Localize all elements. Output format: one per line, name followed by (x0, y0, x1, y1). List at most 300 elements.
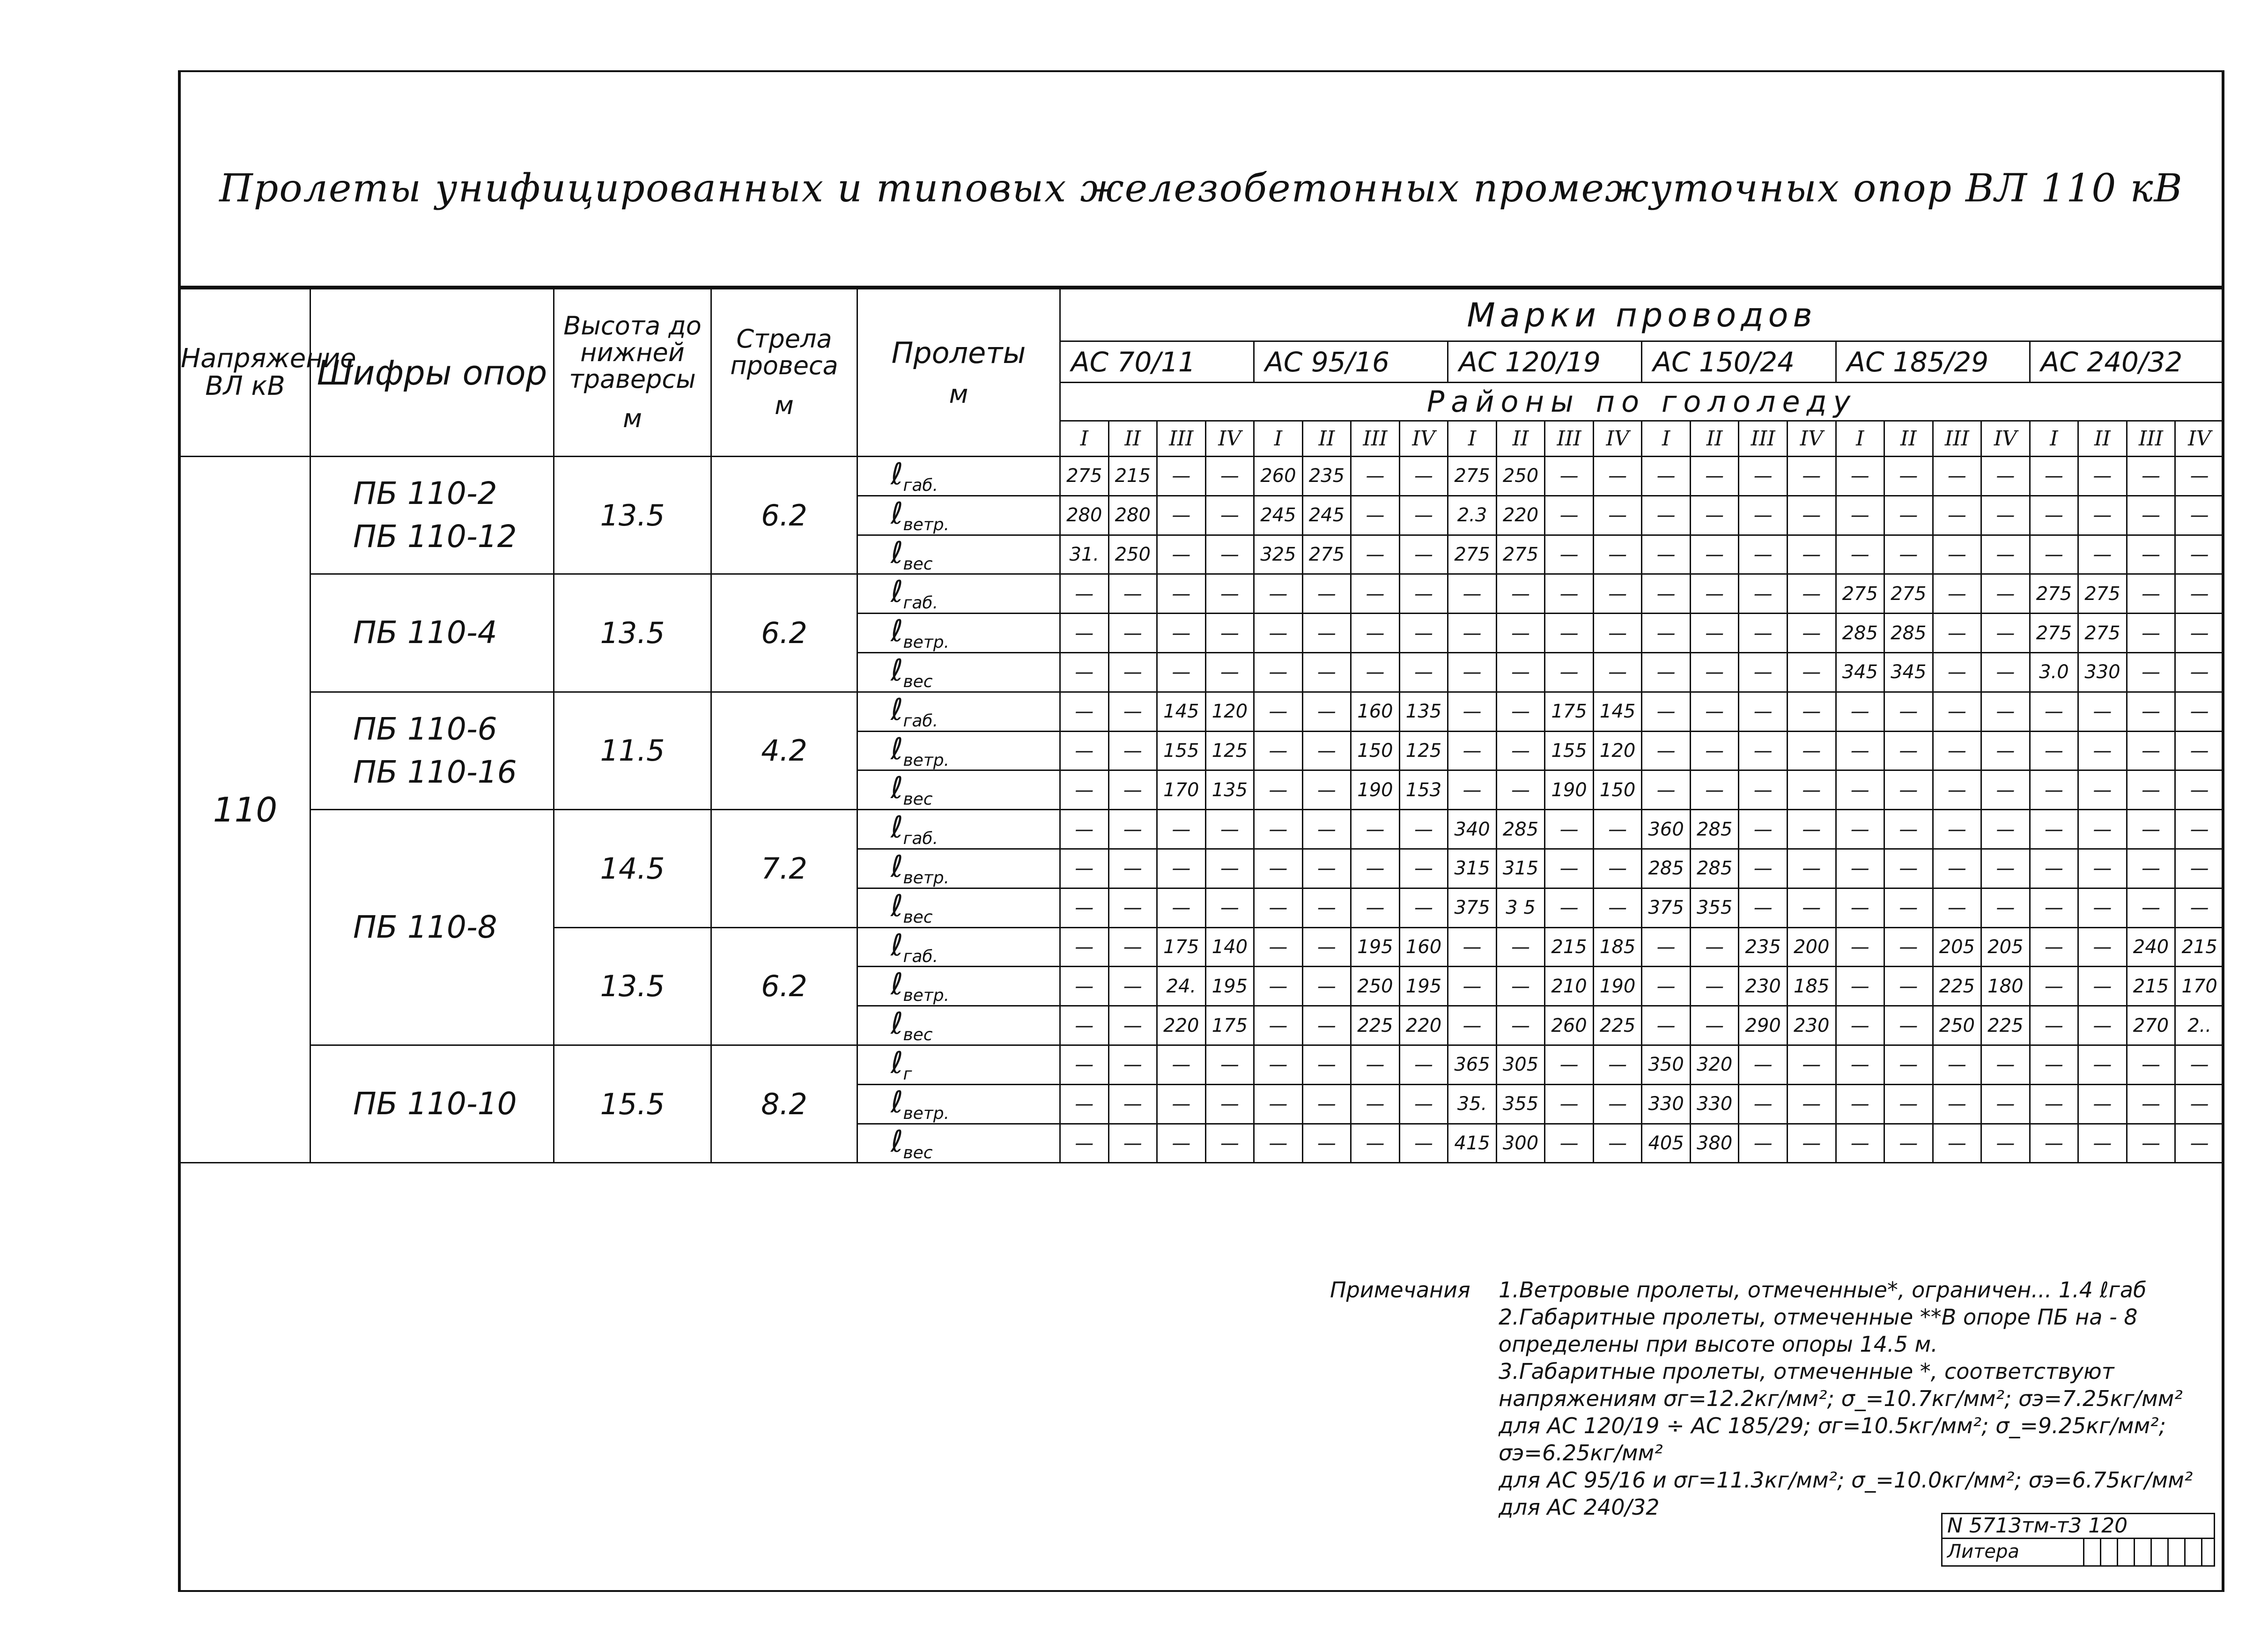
span-type-label (857, 574, 1060, 614)
support-code (310, 692, 554, 809)
span-value-cell: — (1496, 770, 1545, 810)
sag-value: 6.2 (711, 574, 857, 692)
span-value-cell: — (1884, 692, 1933, 731)
support-code (310, 810, 554, 1045)
span-value-cell: — (1302, 849, 1351, 888)
span-value-cell: 285 (1836, 614, 1884, 653)
span-value-cell: 350 (1642, 1045, 1691, 1084)
span-value-cell: 150 (1351, 731, 1400, 770)
span-symbol: ℓ (891, 535, 903, 570)
span-value-cell: 260 (1254, 457, 1303, 496)
span-value-cell: — (1933, 1124, 1981, 1163)
span-value-cell: — (2078, 849, 2127, 888)
support-code-line: ПБ 110-2 (353, 475, 497, 511)
note-line: для АС 120/19 ÷ АС 185/29; σг=10.5кг/мм²; σ_=9.25кг/мм²; σэ=6.25кг/мм² (1499, 1413, 2166, 1465)
span-value-cell: — (2175, 457, 2224, 496)
header-region-6-2: II (2078, 421, 2127, 457)
table-row (180, 457, 2224, 496)
span-value-cell: 250 (1933, 1006, 1981, 1045)
span-value-cell: — (1060, 1006, 1109, 1045)
span-type-sub: вес (903, 1025, 933, 1044)
span-value-cell: — (1787, 849, 1836, 888)
span-value-cell: 160 (1399, 927, 1448, 967)
span-value-cell: — (1981, 770, 2030, 810)
span-value-cell: — (1205, 496, 1254, 535)
span-value-cell: — (1690, 692, 1739, 731)
span-value-cell: — (2127, 770, 2175, 810)
span-symbol: ℓ (891, 496, 903, 531)
span-value-cell: — (1593, 614, 1642, 653)
span-value-cell: — (1302, 1045, 1351, 1084)
span-value-cell: — (1399, 810, 1448, 849)
span-type-sub: габ. (903, 593, 938, 613)
span-value-cell: 190 (1351, 770, 1400, 810)
span-value-cell: — (1642, 731, 1691, 770)
span-value-cell: — (2078, 927, 2127, 967)
span-value-cell: 150 (1593, 770, 1642, 810)
span-table-wrapper (179, 288, 2223, 1163)
sheet-bottom-border (178, 1590, 2224, 1592)
span-value-cell: — (2175, 888, 2224, 927)
span-value-cell: — (1690, 496, 1739, 535)
span-value-cell: 275 (1496, 535, 1545, 574)
span-value-cell: — (1787, 1124, 1836, 1163)
header-region-5-4: IV (1981, 421, 2030, 457)
span-symbol: ℓ (891, 928, 903, 963)
span-value-cell: — (1884, 1045, 1933, 1084)
span-value-cell: — (1690, 614, 1739, 653)
span-value-cell: — (1108, 1124, 1157, 1163)
span-value-cell: — (1060, 888, 1109, 927)
span-value-cell: — (1302, 692, 1351, 731)
stamp-litera-row (1941, 1539, 2215, 1567)
span-value-cell: — (1933, 810, 1981, 849)
span-value-cell: — (2175, 1084, 2224, 1124)
span-value-cell: 275 (2030, 614, 2078, 653)
span-value-cell: 3 5 (1496, 888, 1545, 927)
span-value-cell: 415 (1448, 1124, 1497, 1163)
span-value-cell: 2.3 (1448, 496, 1497, 535)
height-value: 11.5 (554, 692, 711, 809)
height-value: 13.5 (554, 457, 711, 574)
span-type-sub: г (903, 1064, 912, 1084)
span-value-cell: 3.0 (2030, 652, 2078, 692)
notes-list (1499, 1276, 2210, 1521)
span-value-cell: — (1205, 888, 1254, 927)
span-value-cell: — (1545, 810, 1594, 849)
span-value-cell: — (1884, 967, 1933, 1006)
span-symbol: ℓ (891, 888, 903, 924)
span-value-cell: — (2078, 731, 2127, 770)
span-value-cell: — (1836, 692, 1884, 731)
table-row (180, 574, 2224, 614)
span-value-cell: — (1933, 1084, 1981, 1124)
header-region-1-2: II (1108, 421, 1157, 457)
stamp-litera-box (2100, 1539, 2117, 1565)
span-value-cell: 190 (1593, 967, 1642, 1006)
header-region-1-1: I (1060, 421, 1109, 457)
support-code-line: ПБ 110-10 (353, 1085, 517, 1122)
span-value-cell: 155 (1157, 731, 1206, 770)
span-value-cell: — (1836, 967, 1884, 1006)
span-value-cell: — (1399, 1124, 1448, 1163)
span-value-cell: — (2078, 1045, 2127, 1084)
span-type-sub: габ. (903, 711, 938, 731)
span-value-cell: — (1884, 1124, 1933, 1163)
span-value-cell: 275 (2078, 574, 2127, 614)
span-value-cell: — (1981, 1124, 2030, 1163)
span-value-cell: — (1448, 731, 1497, 770)
header-wire-1: АС 70/11 (1060, 341, 1254, 383)
span-value-cell: — (2078, 1124, 2127, 1163)
span-value-cell: 285 (1690, 810, 1739, 849)
span-value-cell: — (1884, 457, 1933, 496)
span-value-cell: — (1157, 1124, 1206, 1163)
span-value-cell: — (1545, 1084, 1594, 1124)
stamp-litera-box (2201, 1539, 2218, 1565)
span-type-label (857, 927, 1060, 967)
span-value-cell: — (1399, 614, 1448, 653)
span-value-cell: — (1108, 731, 1157, 770)
span-value-cell: 275 (1836, 574, 1884, 614)
span-value-cell: 240 (2127, 927, 2175, 967)
span-value-cell: — (2175, 652, 2224, 692)
span-value-cell: 260 (1545, 1006, 1594, 1045)
span-value-cell: — (1399, 849, 1448, 888)
span-value-cell: — (1205, 1084, 1254, 1124)
span-value-cell: — (1060, 1045, 1109, 1084)
span-value-cell: — (1690, 574, 1739, 614)
span-value-cell: 120 (1593, 731, 1642, 770)
span-value-cell: — (2175, 849, 2224, 888)
height-value: 13.5 (554, 927, 711, 1045)
header-wire-marks: Марки проводов (1060, 289, 2224, 341)
span-type-sub: ветр. (903, 1103, 950, 1123)
span-value-cell: — (1739, 574, 1788, 614)
span-value-cell: — (1108, 967, 1157, 1006)
span-value-cell: — (1739, 1084, 1788, 1124)
span-type-label (857, 457, 1060, 496)
support-code-line: ПБ 110-16 (353, 754, 517, 790)
header-spans-label: Пролеты (891, 335, 1026, 370)
span-value-cell: — (1836, 731, 1884, 770)
span-value-cell: — (1836, 1006, 1884, 1045)
span-value-cell: — (1593, 1084, 1642, 1124)
span-value-cell: — (1739, 770, 1788, 810)
span-value-cell: — (2175, 614, 2224, 653)
span-value-cell: 170 (1157, 770, 1206, 810)
span-value-cell: — (1157, 535, 1206, 574)
span-value-cell: 275 (1448, 457, 1497, 496)
span-value-cell: 235 (1302, 457, 1351, 496)
span-value-cell: — (1981, 1045, 2030, 1084)
span-value-cell: — (1205, 1045, 1254, 1084)
span-value-cell: — (1787, 810, 1836, 849)
span-value-cell: — (1399, 535, 1448, 574)
span-value-cell: — (1351, 810, 1400, 849)
span-value-cell: — (1060, 1084, 1109, 1124)
span-type-label (857, 496, 1060, 535)
span-value-cell: — (1593, 535, 1642, 574)
header-region-6-1: I (2030, 421, 2078, 457)
header-height-unit: м (623, 404, 642, 434)
span-value-cell: — (1690, 731, 1739, 770)
span-table (179, 288, 2224, 1163)
header-region-3-1: I (1448, 421, 1497, 457)
span-value-cell: — (1884, 927, 1933, 967)
span-value-cell: — (1787, 692, 1836, 731)
span-type-sub: габ. (903, 475, 938, 495)
support-code (310, 574, 554, 692)
span-value-cell: — (1981, 1084, 2030, 1124)
span-value-cell: — (1205, 535, 1254, 574)
header-region-3-3: III (1545, 421, 1594, 457)
header-ice-regions: Районы по гололеду (1060, 383, 2224, 421)
span-symbol: ℓ (891, 967, 903, 1002)
span-value-cell: — (1884, 849, 1933, 888)
span-value-cell: 185 (1787, 967, 1836, 1006)
span-value-cell: 205 (1981, 927, 2030, 967)
span-value-cell: — (1981, 888, 2030, 927)
span-value-cell: — (2078, 770, 2127, 810)
span-value-cell: — (1254, 1084, 1303, 1124)
span-value-cell: 225 (1593, 1006, 1642, 1045)
span-value-cell: 225 (1981, 1006, 2030, 1045)
span-value-cell: 230 (1787, 1006, 1836, 1045)
span-value-cell: — (1302, 888, 1351, 927)
header-region-2-4: IV (1399, 421, 1448, 457)
span-value-cell: — (1108, 1084, 1157, 1124)
span-symbol: ℓ (891, 732, 903, 767)
span-value-cell: 330 (1642, 1084, 1691, 1124)
span-value-cell: — (1496, 1006, 1545, 1045)
span-value-cell: — (1254, 574, 1303, 614)
span-type-label (857, 849, 1060, 888)
span-value-cell: — (1690, 967, 1739, 1006)
support-code-line: ПБ 110-6 (353, 710, 497, 747)
span-value-cell: — (1545, 614, 1594, 653)
span-value-cell: — (1593, 888, 1642, 927)
span-value-cell: — (1060, 652, 1109, 692)
span-value-cell: — (1981, 574, 2030, 614)
span-value-cell: — (1399, 574, 1448, 614)
span-value-cell: 340 (1448, 810, 1497, 849)
span-value-cell: — (1642, 457, 1691, 496)
span-value-cell: — (1787, 457, 1836, 496)
span-value-cell: — (2030, 1045, 2078, 1084)
span-type-sub: ветр. (903, 750, 950, 770)
span-type-label (857, 1084, 1060, 1124)
span-value-cell: — (1448, 967, 1497, 1006)
span-value-cell: — (1642, 1006, 1691, 1045)
span-value-cell: — (1981, 849, 2030, 888)
span-value-cell: — (1157, 574, 1206, 614)
span-value-cell: — (1254, 849, 1303, 888)
span-value-cell: 160 (1351, 692, 1400, 731)
sag-value: 6.2 (711, 457, 857, 574)
span-value-cell: — (1060, 770, 1109, 810)
span-value-cell: — (1593, 652, 1642, 692)
span-value-cell: — (1933, 849, 1981, 888)
span-value-cell: 355 (1496, 1084, 1545, 1124)
span-value-cell: — (1302, 770, 1351, 810)
span-value-cell: — (2127, 810, 2175, 849)
span-value-cell: — (1933, 574, 1981, 614)
span-value-cell: — (2030, 457, 2078, 496)
span-value-cell: — (1302, 1084, 1351, 1124)
span-value-cell: — (2030, 927, 2078, 967)
span-value-cell: — (1787, 496, 1836, 535)
span-value-cell: 320 (1690, 1045, 1739, 1084)
span-value-cell: — (2030, 967, 2078, 1006)
header-region-4-4: IV (1787, 421, 1836, 457)
span-value-cell: — (1593, 1045, 1642, 1084)
header-wire-6: АС 240/32 (2030, 341, 2224, 383)
span-value-cell: 135 (1399, 692, 1448, 731)
span-value-cell: — (1690, 652, 1739, 692)
span-type-sub: вес (903, 672, 933, 691)
span-value-cell: — (1254, 692, 1303, 731)
span-value-cell: — (2127, 1084, 2175, 1124)
note-line: для АС 240/32 (1499, 1495, 1660, 1520)
span-value-cell: — (2078, 535, 2127, 574)
span-value-cell: 200 (1787, 927, 1836, 967)
page-title: Пролеты унифицированных и типовых железобетонных промежуточных опор ВЛ 110 кВ (219, 166, 2183, 211)
span-value-cell: — (2030, 692, 2078, 731)
span-value-cell: — (1060, 967, 1109, 1006)
span-symbol: ℓ (891, 771, 903, 806)
span-value-cell: — (1351, 535, 1400, 574)
span-value-cell: — (1787, 1084, 1836, 1124)
span-value-cell: 305 (1496, 1045, 1545, 1084)
span-value-cell: — (1496, 574, 1545, 614)
span-value-cell: — (1836, 496, 1884, 535)
span-value-cell: 190 (1545, 770, 1594, 810)
span-value-cell: — (1981, 731, 2030, 770)
span-value-cell: 170 (2175, 967, 2224, 1006)
note-line: 1.Ветровые пролеты, отмеченные*, ограничен... 1.4 ℓгаб (1499, 1277, 2147, 1303)
span-type-sub: габ. (903, 947, 938, 966)
span-type-sub: ветр. (903, 515, 950, 534)
header-region-5-1: I (1836, 421, 1884, 457)
span-value-cell: — (2175, 810, 2224, 849)
span-value-cell: 2.. (2175, 1006, 2224, 1045)
header-height-label: Высота до нижней траверсы (563, 311, 702, 394)
span-value-cell: — (1254, 614, 1303, 653)
span-value-cell: — (1205, 457, 1254, 496)
span-value-cell: — (2030, 888, 2078, 927)
span-value-cell: — (1157, 849, 1206, 888)
span-symbol: ℓ (891, 457, 903, 492)
span-value-cell: 230 (1739, 967, 1788, 1006)
stamp-doc-number: N 5713тм-т3 120 (1941, 1513, 2215, 1539)
span-value-cell: 330 (1690, 1084, 1739, 1124)
support-code (310, 457, 554, 574)
span-value-cell: — (1205, 849, 1254, 888)
span-value-cell: — (2175, 692, 2224, 731)
table-row (180, 810, 2224, 849)
span-value-cell: 125 (1205, 731, 1254, 770)
span-value-cell: — (1448, 614, 1497, 653)
voltage-value: 110 (180, 457, 310, 1163)
span-value-cell: — (2127, 888, 2175, 927)
span-value-cell: — (1545, 652, 1594, 692)
span-value-cell: — (1933, 496, 1981, 535)
span-value-cell: — (1254, 967, 1303, 1006)
stamp-litera-box (2184, 1539, 2202, 1565)
span-value-cell: — (1981, 652, 2030, 692)
span-value-cell: — (1448, 574, 1497, 614)
span-value-cell: — (2175, 535, 2224, 574)
height-value: 13.5 (554, 574, 711, 692)
span-value-cell: — (1593, 574, 1642, 614)
span-value-cell: — (1399, 457, 1448, 496)
span-value-cell: 220 (1157, 1006, 1206, 1045)
span-value-cell: 175 (1545, 692, 1594, 731)
span-value-cell: 195 (1351, 927, 1400, 967)
span-type-sub: ветр. (903, 632, 950, 652)
span-type-sub: вес (903, 907, 933, 927)
span-value-cell: — (2030, 1006, 2078, 1045)
span-value-cell: — (2078, 967, 2127, 1006)
span-value-cell: — (2127, 849, 2175, 888)
span-value-cell: — (1351, 1084, 1400, 1124)
sag-value: 4.2 (711, 692, 857, 809)
stamp-litera-box (2117, 1539, 2134, 1565)
span-value-cell: — (1545, 888, 1594, 927)
span-value-cell: — (2175, 1124, 2224, 1163)
span-value-cell: — (1254, 1124, 1303, 1163)
span-value-cell: — (1060, 1124, 1109, 1163)
span-value-cell: — (2127, 574, 2175, 614)
span-value-cell: — (2030, 731, 2078, 770)
span-value-cell: — (1642, 927, 1691, 967)
span-value-cell: — (1933, 888, 1981, 927)
span-value-cell: — (1690, 1006, 1739, 1045)
note-line: определены при высоте опоры 14.5 м. (1499, 1332, 1938, 1357)
span-value-cell: — (1496, 692, 1545, 731)
support-code-line: ПБ 110-12 (353, 518, 517, 555)
span-value-cell: — (1836, 927, 1884, 967)
span-value-cell: — (1884, 1084, 1933, 1124)
span-type-label (857, 888, 1060, 927)
span-value-cell: 250 (1351, 967, 1400, 1006)
span-value-cell: — (1157, 496, 1206, 535)
span-value-cell: — (1739, 692, 1788, 731)
header-region-2-2: II (1302, 421, 1351, 457)
span-value-cell: — (1205, 810, 1254, 849)
span-value-cell: — (1060, 849, 1109, 888)
span-value-cell: 275 (1884, 574, 1933, 614)
span-symbol: ℓ (891, 1045, 903, 1081)
span-value-cell: 195 (1399, 967, 1448, 1006)
span-value-cell: — (1448, 692, 1497, 731)
span-value-cell: — (1254, 810, 1303, 849)
span-value-cell: — (1060, 692, 1109, 731)
span-value-cell: 250 (1108, 535, 1157, 574)
span-value-cell: — (2127, 457, 2175, 496)
span-value-cell: — (1448, 927, 1497, 967)
span-value-cell: — (1302, 1006, 1351, 1045)
header-voltage (180, 289, 356, 457)
span-value-cell: — (1836, 535, 1884, 574)
note-line: напряжениям σг=12.2кг/мм²; σ_=10.7кг/мм²; σэ=7.25кг/мм² (1499, 1386, 2183, 1411)
span-value-cell: — (1545, 457, 1594, 496)
span-symbol: ℓ (891, 575, 903, 610)
span-value-cell: — (2127, 1124, 2175, 1163)
span-value-cell: 153 (1399, 770, 1448, 810)
span-type-sub: вес (903, 1143, 933, 1162)
